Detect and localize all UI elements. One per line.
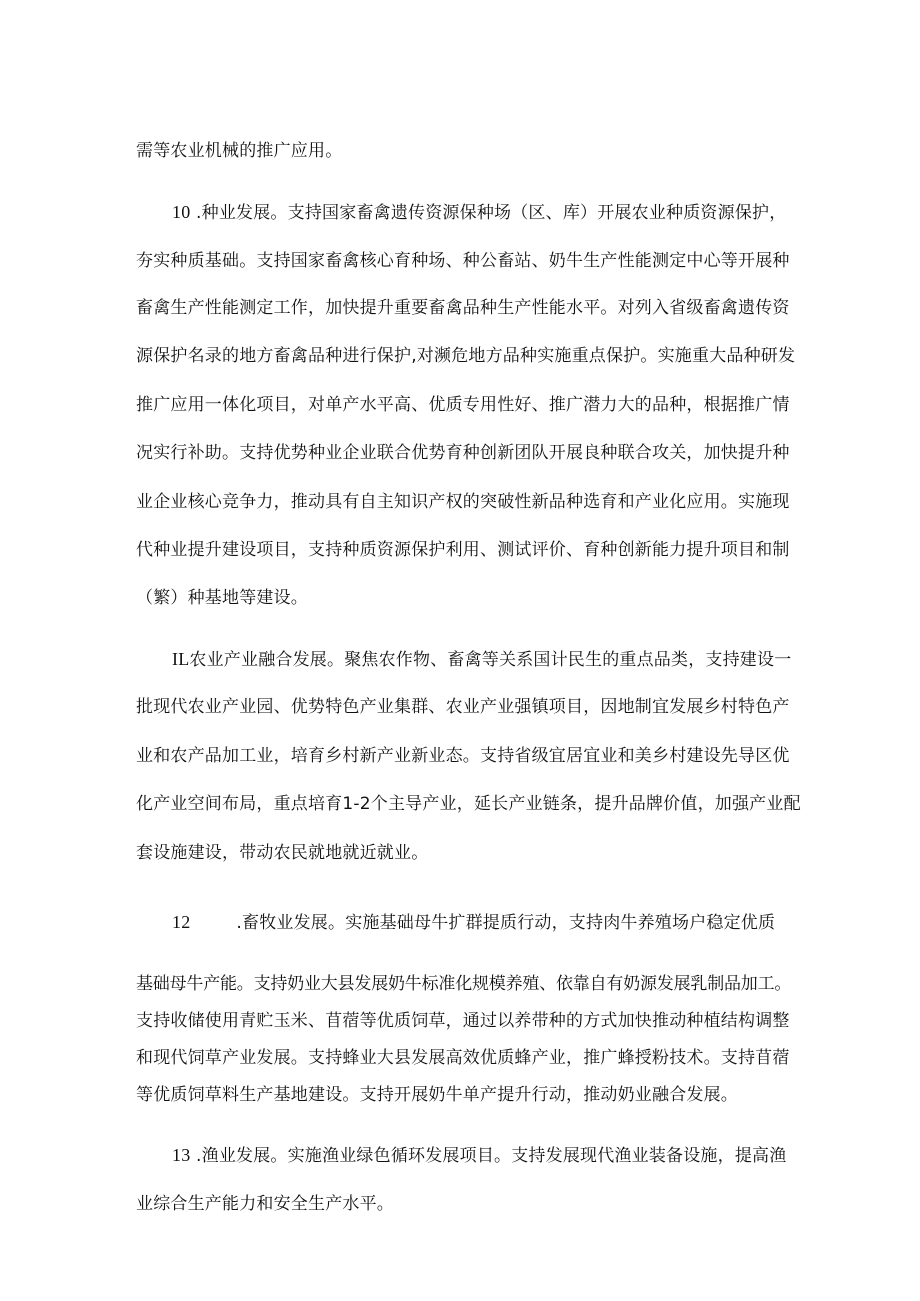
section-13-line: 业综合生产能力和安全生产水平。 [136, 1194, 394, 1214]
section-11-number: IL [172, 649, 190, 669]
section-10-line: （繁）种基地等建设。 [136, 588, 308, 608]
section-12-line: 基础母牛产能。支持奶业大县发展奶牛标准化规模养殖、依靠自有奶源发展乳制品加工。 [136, 974, 792, 994]
section-10-first-line: 10 .种业发展。支持国家畜禽遗传资源保种场（区、库）开展农业种质资源保护， [172, 202, 787, 223]
paragraph-continuation: 需等农业机械的推广应用。 [136, 141, 343, 161]
section-10-number: 10 [172, 202, 191, 222]
section-11-line: 业和农产品加工业，培育乡村新产业新业态。支持省级宜居宜业和美乡村建设先导区优 [136, 746, 790, 766]
section-10-line: 推广应用一体化项目，对单产水平高、优质专用性好、推广潜力大的品种，根据推广情 [136, 395, 790, 415]
section-10-line: 况实行补助。支持优势种业企业联合优势育种创新团队开展良种联合攻关，加快提升种 [136, 443, 790, 463]
section-11-line: 化产业空间布局，重点培育1-2个主导产业，延长产业链条，提升品牌价值，加强产业配 [136, 794, 801, 814]
section-11-line: 批现代农业产业园、优势特色产业集群、农业产业强镇项目，因地制宜发展乡村特色产 [136, 697, 790, 717]
section-10-line: 代种业提升建设项目，支持种质资源保护利用、测试评价、育种创新能力提升项目和制 [136, 540, 790, 560]
section-11-line: 套设施建设，带动农民就地就近就业。 [136, 843, 429, 863]
section-12-first-line: 12 .畜牧业发展。实施基础母牛扩群提质行动，支持肉牛养殖场户稳定优质 [172, 912, 776, 933]
section-10-line: 畜禽生产性能测定工作，加快提升重要畜禽品种生产性能水平。对列入省级畜禽遗传资 [136, 298, 790, 318]
section-13-first-line: 13 .渔业发展。实施渔业绿色循环发展项目。支持发展现代渔业装备设施，提高渔 [172, 1145, 787, 1166]
section-13-number: 13 [172, 1145, 191, 1165]
section-11-first-line: IL农业产业融合发展。聚焦农作物、畜禽等关系国计民生的重点品类，支持建设一 [172, 649, 792, 670]
section-10-line: 夯实种质基础。支持国家畜禽核心育种场、种公畜站、奶牛生产性能测定中心等开展种 [136, 251, 790, 271]
section-12-line: 支持收储使用青贮玉米、苜蓿等优质饲草，通过以养带种的方式加快推动种植结构调整 [136, 1011, 790, 1031]
section-12-number: 12 [172, 912, 191, 932]
section-12-line: 等优质饲草料生产基地建设。支持开展奶牛单产提升行动，推动奶业融合发展。 [136, 1085, 738, 1105]
section-10-line: 业企业核心竞争力，推动具有自主知识产权的突破性新品种选育和产业化应用。实施现 [136, 492, 790, 512]
section-12-line: 和现代饲草产业发展。支持蜂业大县发展高效优质蜂产业，推广蜂授粉技术。支持苜蓿 [136, 1048, 790, 1068]
section-10-line: 源保护名录的地方畜禽品种进行保护,对濒危地方品种实施重点保护。实施重大品种研发 [136, 346, 796, 366]
